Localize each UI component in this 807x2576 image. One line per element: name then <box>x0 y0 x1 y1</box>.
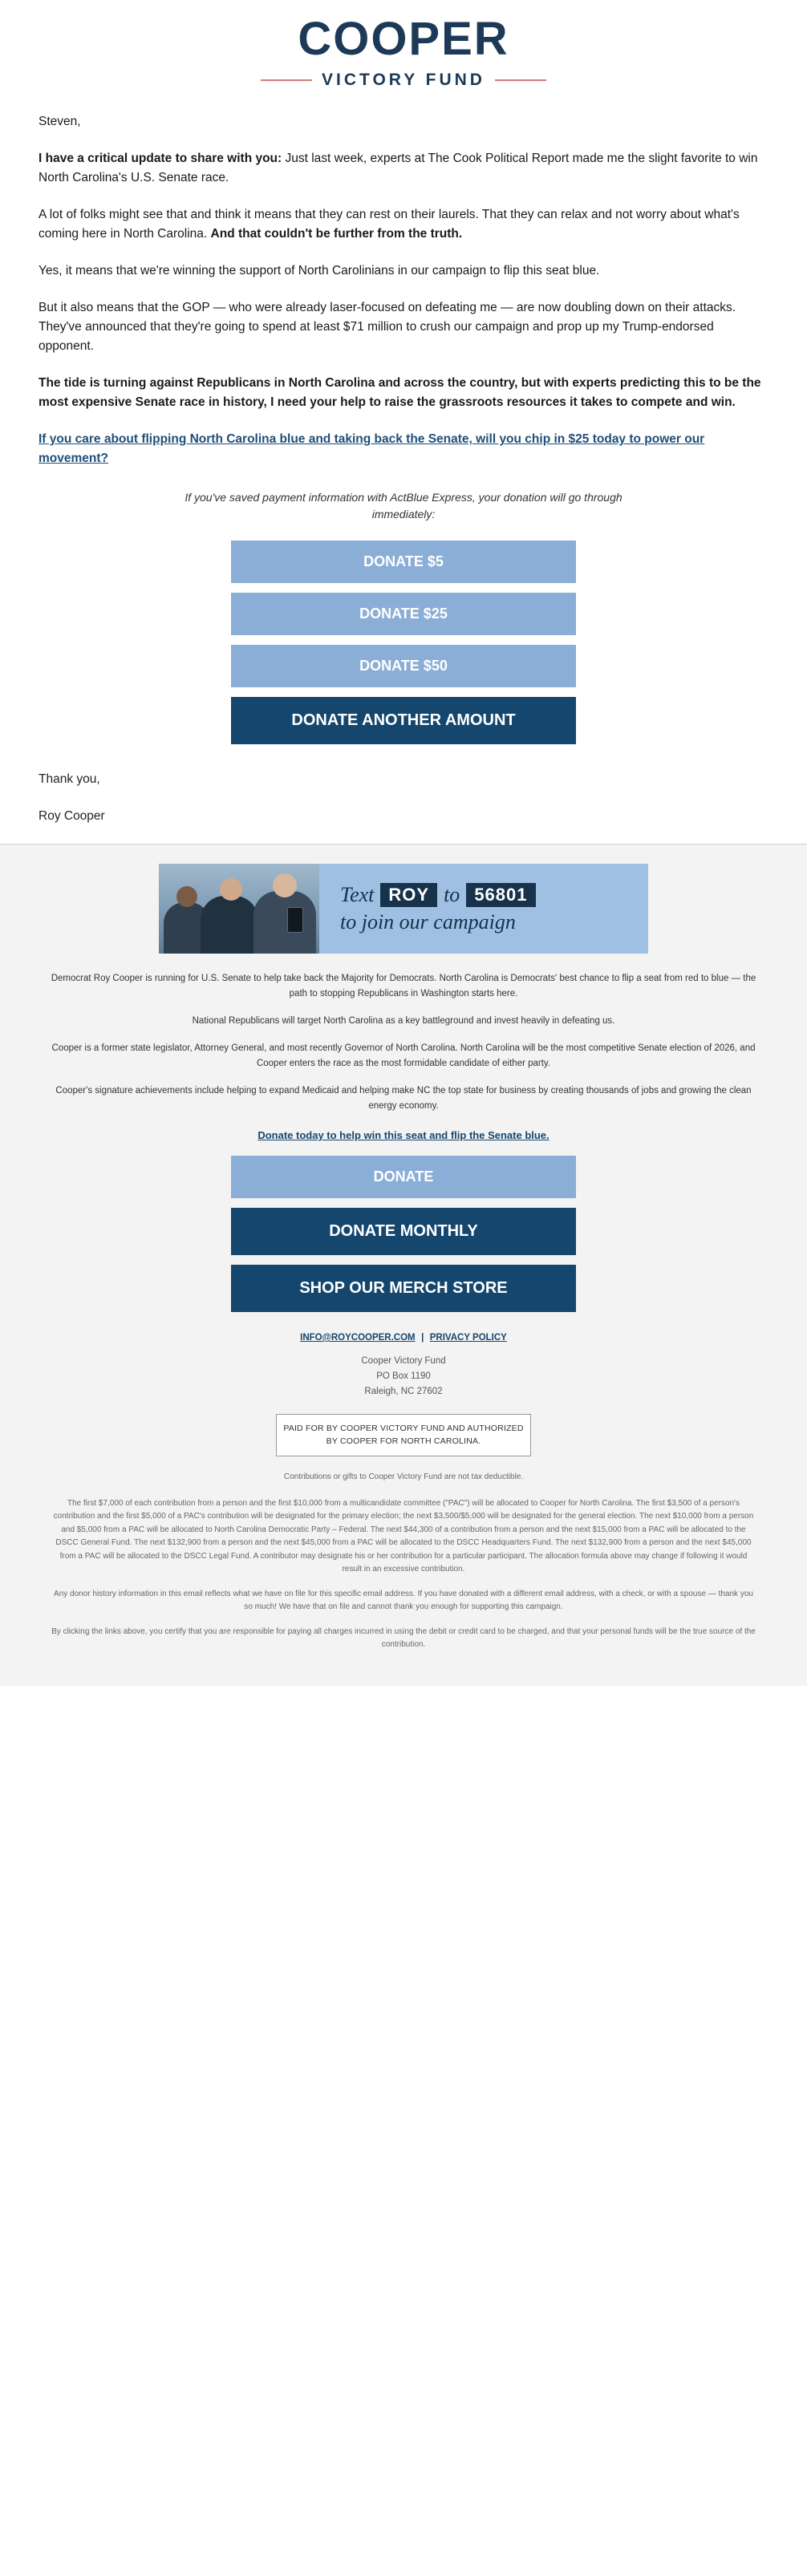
footer-paragraph-1: Democrat Roy Cooper is running for U.S. Senate to help take back the Majority for Democrats. North Carolina is Democrats' best chance to flip a seat from red to blue — the path to stopping Republicans in Washington starts here. <box>51 974 756 998</box>
email-body <box>0 104 807 744</box>
privacy-policy-link[interactable]: PRIVACY POLICY <box>429 1332 507 1343</box>
text-to-join-banner[interactable] <box>159 864 648 954</box>
banner-text <box>319 864 648 954</box>
paragraph-1 <box>39 149 768 188</box>
paragraph-5 <box>39 374 768 412</box>
phone-icon <box>287 907 303 933</box>
paragraph-4: But it also means that the GOP — who were already laser-focused on defeating me — are now doubling down on their attacks. They've announced that they're going to spend at least $71 million to crush our campaign and prop up my Trump-endorsed opponent. <box>39 301 736 354</box>
banner-keyword-roy: ROY <box>380 883 437 907</box>
paragraph-5-bold: The tide is turning against Republicans in North Carolina and across the country, but with experts predicting this to be the most expensive Senate race in history, I need your help to raise the grassroots resources it takes to compete and win. <box>39 376 761 410</box>
campaign-photo <box>159 864 319 954</box>
greeting: Steven, <box>39 115 81 128</box>
footer-links <box>0 1330 807 1344</box>
footer-merch-store-button[interactable]: SHOP OUR MERCH STORE <box>231 1265 576 1312</box>
paragraph-1-lead: I have a critical update to share with you: <box>39 152 282 166</box>
signature-text: Roy Cooper <box>39 809 105 824</box>
paragraph-2 <box>39 205 768 244</box>
footer-donate-cta-link[interactable]: Donate today to help win this seat and flip the Senate blue. <box>258 1128 549 1141</box>
signoff-block <box>0 765 807 826</box>
paragraph-3: Yes, it means that we're winning the support of North Carolinians in our campaign to flip this seat blue. <box>39 264 600 278</box>
email-footer <box>0 844 807 1686</box>
photo-person-right <box>253 891 316 954</box>
footer-paragraph-3: Cooper is a former state legislator, Attorney General, and most recently Governor of North Carolina. North Carolina will be the most competitive Senate election of 2026, and Cooper enters the race as the most formidable candidate of either party. <box>51 1043 756 1068</box>
paragraph-2-start: A lot of folks might see that and think it means that they can rest on their laurels. That they can relax and not worry about what's coming here in North Carolina. <box>39 208 740 241</box>
footer-button-group <box>0 1156 807 1312</box>
donate-50-button[interactable]: DONATE $50 <box>231 645 576 687</box>
thank-you-text: Thank you, <box>39 772 100 787</box>
logo-subtitle: VICTORY FUND <box>322 71 485 89</box>
footer-paragraph-2: National Republicans will target North Carolina as a key battleground and invest heavily in defeating us. <box>192 1016 615 1027</box>
logo-rule-left <box>261 79 312 81</box>
banner-line-1 <box>340 883 648 907</box>
footer-links-separator: | <box>421 1332 424 1343</box>
donate-button-group <box>39 541 768 744</box>
donor-history-note: Any donor history information in this email reflects what we have on file for this specific email address. If you have donated with a different email address, with a check, or with a spouse — thank you so much! We have that on file and cannot thank you enough for supporting this campaign. <box>54 1589 753 1612</box>
brand-logo <box>0 0 807 104</box>
contribution-allocation-legal: The first $7,000 of each contribution from a person and the first $10,000 from a multicandidate committee ("PAC") will be allocated to Cooper for North Carolina. The first $3,500 of a person's contribution and the first $5,000 of a PAC's contribution will be designated for the primary election; the next $3,500/$5,000 will be designated for the general election. The next $10,000 from a person and $5,000 from a PAC will be allocated to North Carolina Democratic Party – Federal. The next $44,300 of a contribution from a person and the next $15,000 from a PAC will be allocated to the DSCC General Fund. The next $132,900 from a person and the next $45,000 from a PAC will be allocated to the DSCC Headquarters Fund. The next $132,900 from a person and the next $45,000 from a PAC will be allocated to the DSCC Legal Fund. A contributor may designate his or her contribution for a particular participant. The allocation formula above may change if following it would result in an excessive contribution. <box>53 1498 754 1574</box>
address-line-1: Cooper Victory Fund <box>361 1355 446 1366</box>
paragraph-1-rest: Just last week, experts at The Cook Political Report made me the slight favorite to win North Carolina's U.S. Senate race. <box>39 152 758 185</box>
donate-other-amount-button[interactable]: DONATE ANOTHER AMOUNT <box>231 697 576 744</box>
contact-email-link[interactable]: INFO@ROYCOOPER.COM <box>300 1332 416 1343</box>
tax-deductible-note: Contributions or gifts to Cooper Victory Fund are not tax deductible. <box>283 1472 524 1482</box>
actblue-express-note: If you've saved payment information with ActBlue Express, your donation will go through immediately: <box>185 491 622 521</box>
logo-rule-right <box>495 79 546 81</box>
footer-donate-button[interactable]: DONATE <box>231 1156 576 1198</box>
paid-for-disclaimer: PAID FOR BY COOPER VICTORY FUND AND AUTHORIZED BY COOPER FOR NORTH CAROLINA. <box>276 1414 531 1457</box>
address-line-2: PO Box 1190 <box>376 1371 431 1381</box>
photo-person-center <box>201 896 258 954</box>
banner-text-before: Text <box>340 883 375 907</box>
donate-25-button[interactable]: DONATE $25 <box>231 593 576 635</box>
logo-wordmark: COOPER <box>298 13 509 65</box>
footer-paragraph-4: Cooper's signature achievements include helping to expand Medicaid and helping make NC the top state for business by creating thousands of jobs and growing the clean energy economy. <box>55 1086 752 1111</box>
banner-line-2: to join our campaign <box>340 910 516 934</box>
click-certification-note: By clicking the links above, you certify that you are responsible for paying all charges incurred in using the debit or credit card to be charged, and that your personal funds will be the true source of the contribution. <box>51 1626 756 1650</box>
footer-donate-monthly-button[interactable]: DONATE MONTHLY <box>231 1208 576 1255</box>
banner-shortcode-56801: 56801 <box>466 883 535 907</box>
paragraph-2-bold: And that couldn't be further from the truth. <box>210 227 463 241</box>
donate-5-button[interactable]: DONATE $5 <box>231 541 576 583</box>
address-line-3: Raleigh, NC 27602 <box>364 1386 443 1396</box>
logo-subtitle-row <box>0 71 807 90</box>
mailing-address <box>0 1354 807 1399</box>
banner-text-middle: to <box>444 883 460 907</box>
chip-in-cta-link[interactable]: If you care about flipping North Carolina blue and taking back the Senate, will you chip in $25 today to power our movement? <box>39 432 705 466</box>
